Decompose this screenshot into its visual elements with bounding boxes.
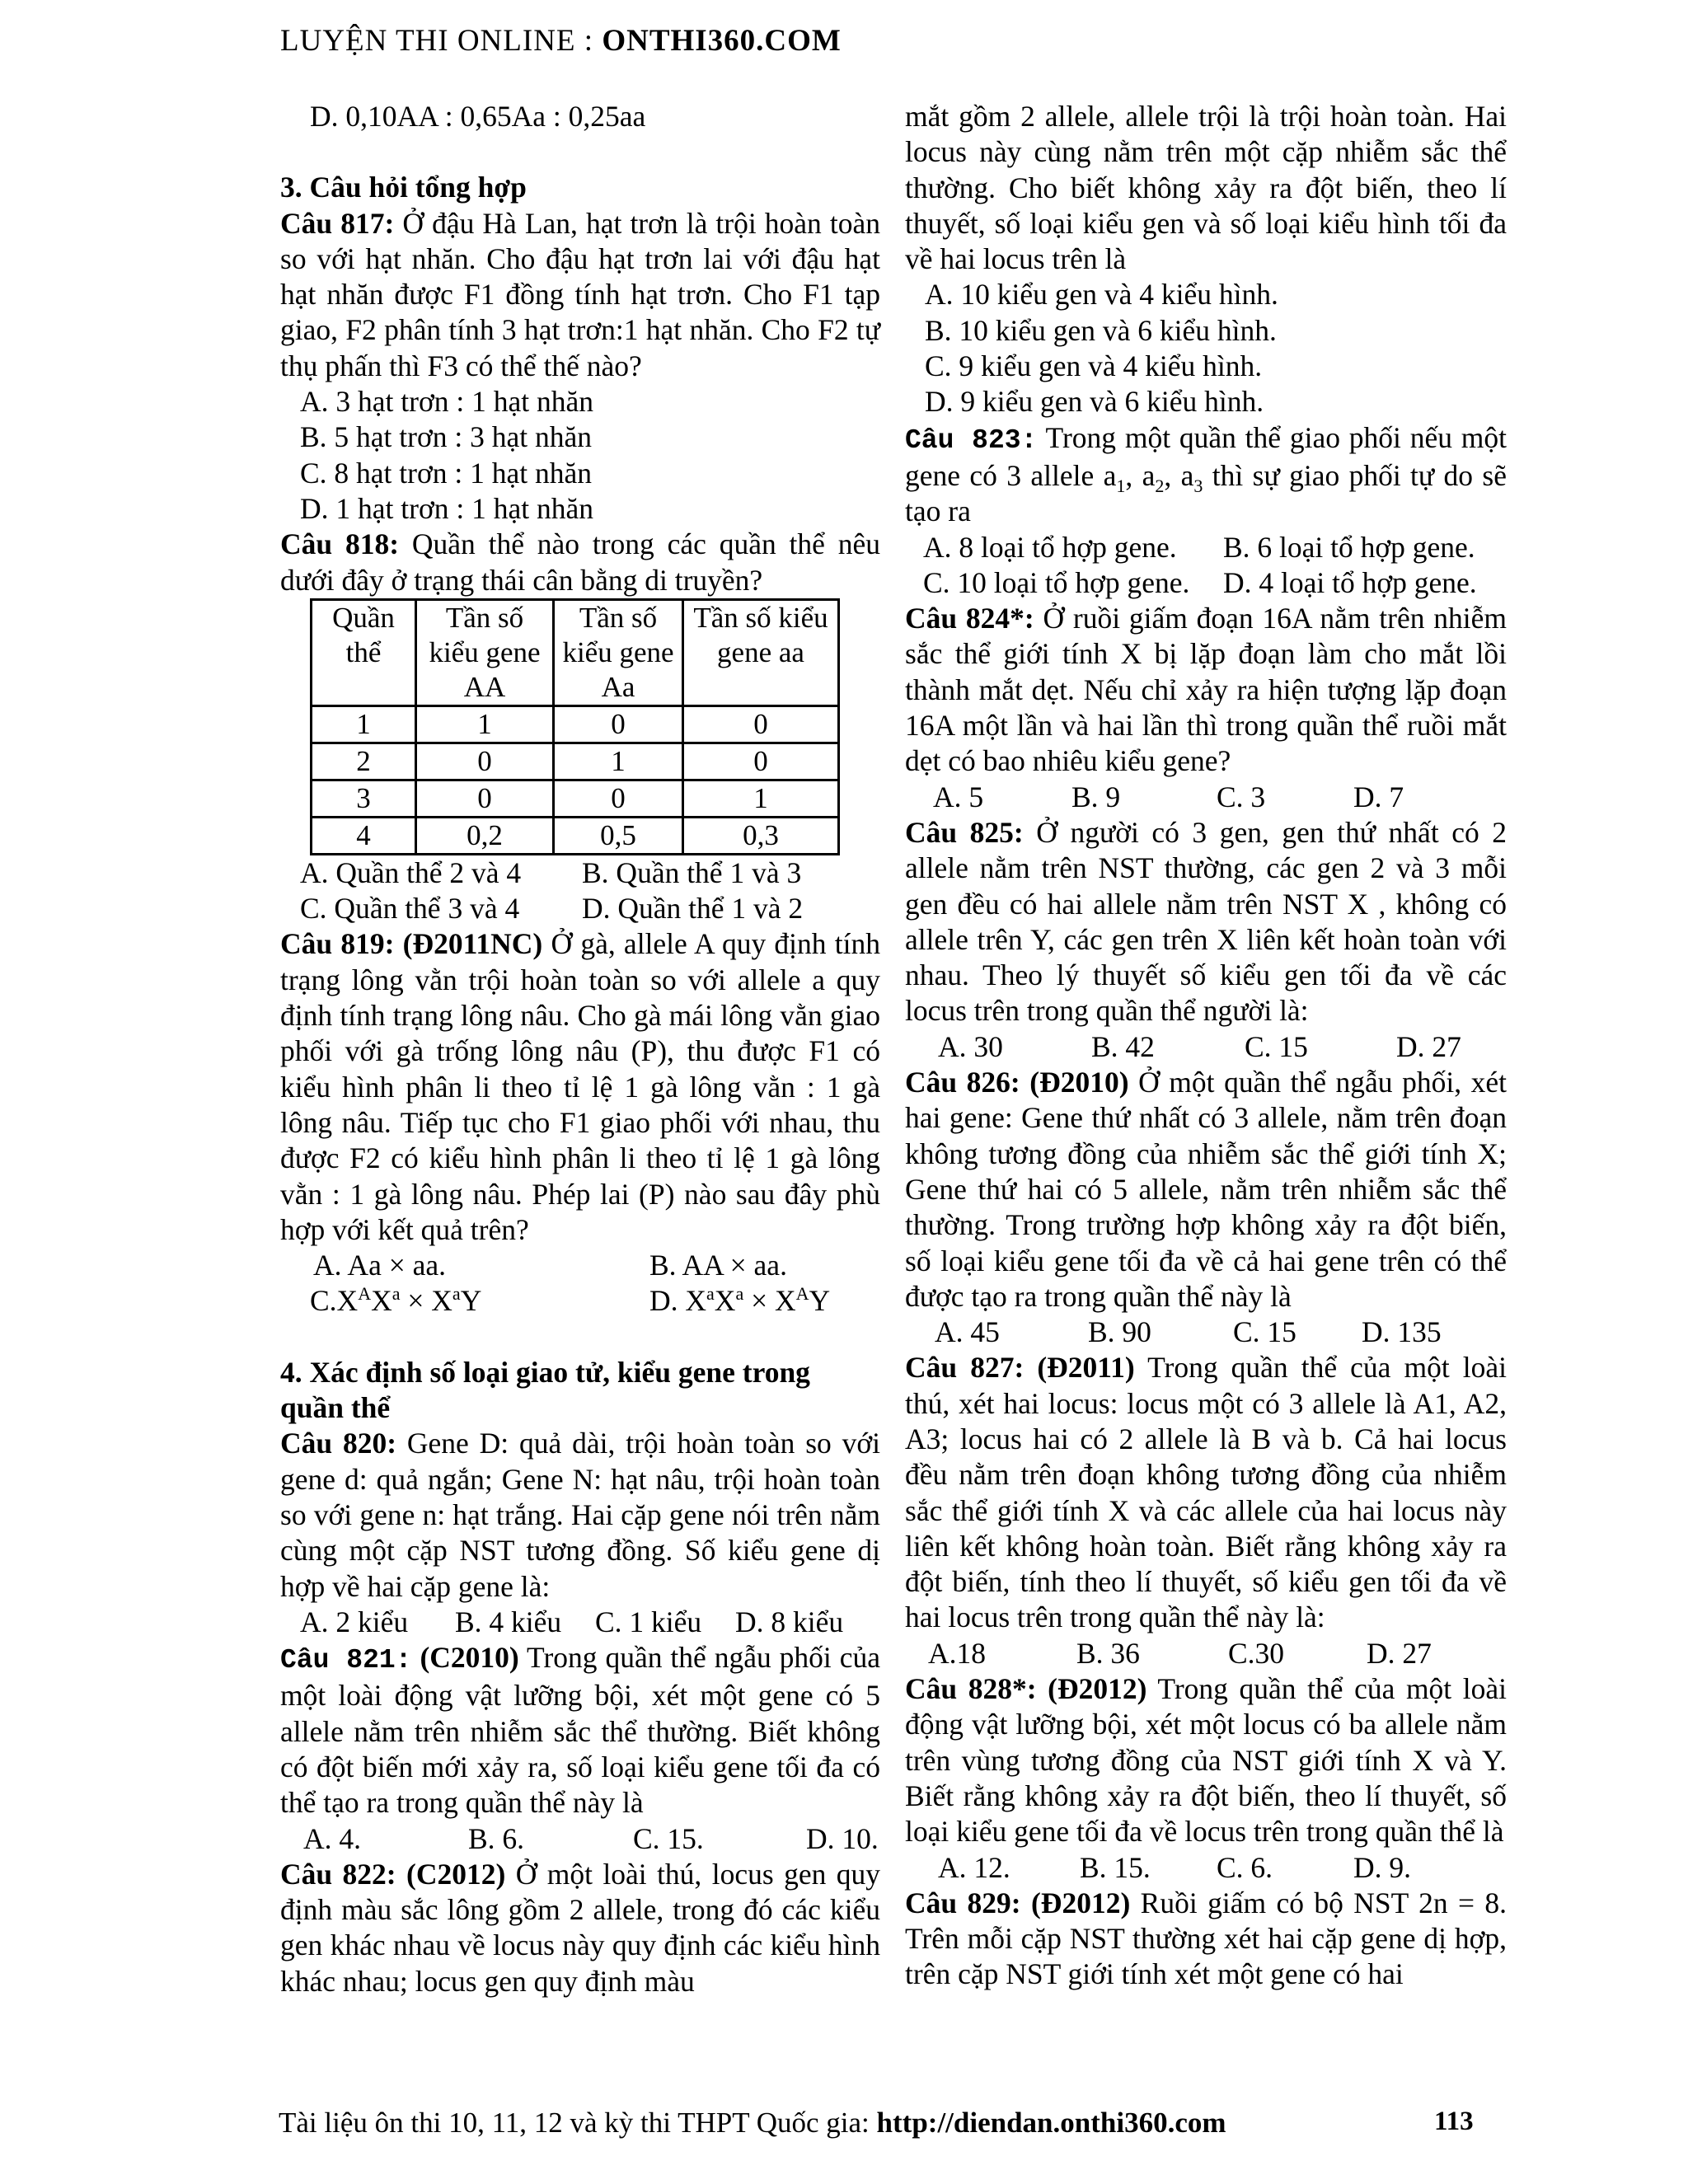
q827-option: A.18 bbox=[928, 1636, 987, 1670]
q825-option: D. 27 bbox=[1396, 1029, 1461, 1063]
q827-option: B. 36 bbox=[1076, 1636, 1140, 1670]
q823-option-c: C. 10 loại tổ hợp gene. bbox=[923, 565, 1190, 599]
table-header-cell: Quần thể bbox=[312, 599, 416, 705]
table-cell: 0 bbox=[416, 743, 554, 780]
q825-option: C. 15 bbox=[1245, 1029, 1308, 1063]
question-819 bbox=[280, 926, 880, 1248]
q824-option: C. 3 bbox=[1217, 780, 1266, 813]
q826-option: C. 15 bbox=[1233, 1315, 1296, 1349]
q829-label: Câu 829: (Đ2012) bbox=[905, 1886, 1131, 1919]
q828-options bbox=[905, 1850, 1507, 1886]
table-cell: 4 bbox=[312, 817, 416, 854]
table-row bbox=[312, 780, 839, 817]
q824-option: D. 7 bbox=[1353, 780, 1404, 813]
q827-options bbox=[905, 1636, 1507, 1671]
q826-text: Ở một quần thể ngẫu phối, xét hai gene: Gene thứ nhất có 3 allele, nằm trên đoạn không tương đồng của nhiễm sắc thể giới tính X; Gene thứ hai có 5 allele, nằm trên nhiễm sắc thể thường. Trong trường hợp không xảy ra đột biến, số loại kiểu gene tối đa về cả hai gene trên có thể được tạo ra trong quần thể này là bbox=[905, 1066, 1507, 1313]
q822-option-c: C. 9 kiểu gen và 4 kiểu hình. bbox=[925, 349, 1263, 383]
q828-option: B. 15. bbox=[1080, 1850, 1151, 1884]
q826-options bbox=[905, 1315, 1507, 1350]
q826-option: D. 135 bbox=[1362, 1315, 1442, 1349]
question-818 bbox=[280, 527, 880, 598]
q817-option-a: A. 3 hạt trơn : 1 hạt nhăn bbox=[300, 385, 593, 419]
question-826 bbox=[905, 1065, 1507, 1315]
q819-options-row2 bbox=[280, 1283, 880, 1319]
q820-options bbox=[280, 1605, 880, 1640]
q817-text: Ở đậu Hà Lan, hạt trơn là trội hoàn toàn so với hạt nhăn. Cho đậu hạt trơn lai với đậu hạt hạt nhăn được F1 đồng tính hạt trơn. Cho F1 tạp giao, F2 phân tính 3 hạt trơn:1 hạt nhăn. Cho F2 tự thụ phấn thì F3 có thể thế nào? bbox=[280, 206, 880, 382]
q819-label: Câu 819: (Đ2011NC) bbox=[280, 927, 543, 961]
q818-text: Quần thể nào trong các quần thể nêu dưới đây ở trạng thái cân bằng di truyền? bbox=[280, 527, 880, 597]
q824-options bbox=[905, 780, 1507, 815]
q824-text: Ở ruồi giấm đoạn 16A nằm trên nhiễm sắc thể giới tính X bị lặp đoạn làm cho mắt lồi thành mắt dẹt. Nếu chỉ xảy ra hiện tượng lặp đoạn 16A một lần và hai lần thì trong quần thể ruồi mắt dẹt có bao nhiêu kiểu gene? bbox=[905, 602, 1507, 778]
q825-option: A. 30 bbox=[938, 1029, 1003, 1063]
table-row bbox=[312, 743, 839, 780]
q818-options-row1 bbox=[280, 855, 880, 891]
q822-option-d: D. 9 kiểu gen và 6 kiểu hình. bbox=[925, 385, 1264, 419]
question-824 bbox=[905, 601, 1507, 779]
q823-option-b: B. 6 loại tổ hợp gene. bbox=[1223, 530, 1475, 564]
table-cell: 1 bbox=[554, 743, 683, 780]
question-821 bbox=[280, 1640, 880, 1821]
q823-option-d: D. 4 loại tổ hợp gene. bbox=[1223, 565, 1477, 599]
q820-option: A. 2 kiểu bbox=[300, 1605, 409, 1638]
q819-text: Ở gà, allele A quy định tính trạng lông vằn trội hoàn toàn so với allele a quy định tính trạng lông nâu. Cho gà mái lông vằn giao phối với gà trống lông nâu (P), thu được F1 có kiểu hình phân li theo tỉ lệ 1 gà lông vằn : 1 gà lông nâu. Tiếp tục cho F1 giao phối với nhau, thu được F2 có kiểu hình phân li theo tỉ lệ 1 gà lông vằn : 1 gà lông nâu. Phép lai (P) nào sau đây phù hợp với kết quả trên? bbox=[280, 927, 880, 1246]
q824-option: B. 9 bbox=[1071, 780, 1121, 813]
section-4-heading: 4. Xác định số loại giao tử, kiểu gene trong quần thể bbox=[280, 1355, 810, 1425]
q819-option-d: D. $X^aX^a \times X^AY$ bbox=[649, 1283, 831, 1318]
q818-label: Câu 818: bbox=[280, 527, 400, 561]
table-cell: 0,5 bbox=[554, 817, 683, 854]
q828-label: Câu 828*: (Đ2012) bbox=[905, 1672, 1147, 1706]
q823-text: Trong một quần thể giao phối nếu một gene có 3 allele a bbox=[905, 420, 1507, 492]
q823-text-end: thì sự giao phối tự do sẽ tạo ra bbox=[905, 458, 1507, 528]
q817-label: Câu 817: bbox=[280, 206, 395, 240]
q825-label: Câu 825: bbox=[905, 815, 1024, 849]
question-829 bbox=[905, 1886, 1507, 1993]
table-cell: 0 bbox=[416, 780, 554, 817]
q819-option-c: $C.X^AX^a \times X^aY$ bbox=[310, 1283, 482, 1318]
q821-options bbox=[280, 1821, 880, 1857]
table-row bbox=[312, 817, 839, 854]
q821-option: D. 10. bbox=[806, 1821, 879, 1855]
q821-option: B. 6. bbox=[468, 1821, 525, 1855]
q820-text: Gene D: quả dài, trội hoàn toàn so với gene d: quả ngắn; Gene N: hạt nâu, trội hoàn toàn so với gene n: hạt trắng. Hai cặp gene nói trên nằm cùng một cặp NST tương đồng. Số kiểu gene dị hợp về hai cặp gene là: bbox=[280, 1427, 881, 1603]
q820-option: D. 8 kiểu bbox=[735, 1605, 844, 1638]
table-cell: 1 bbox=[312, 705, 416, 743]
q824-option: A. 5 bbox=[933, 780, 984, 813]
q820-option: B. 4 kiểu bbox=[455, 1605, 562, 1638]
q818-option-d: D. Quần thể 1 và 2 bbox=[582, 892, 804, 926]
table-cell: 0 bbox=[554, 705, 683, 743]
q826-option: A. 45 bbox=[935, 1315, 1000, 1349]
q828-text: Trong quần thể của một loài động vật lưỡng bội, xét một locus có ba allele nằm trên vùng tương đồng của NST giới tính X và Y. Biết rằng không xảy ra đột biến, theo lí thuyết, số loại kiểu gene tối đa về locus trên trong quần thể là bbox=[905, 1672, 1507, 1849]
answer-line: D. 0,10AA : 0,65Aa : 0,25aa bbox=[310, 100, 646, 133]
q818-options-row2 bbox=[280, 891, 880, 926]
q821-text: Trong quần thể ngẫu phối của một loài động vật lưỡng bội, xét một gene có 5 allele nằm trên nhiễm sắc thể thường. Biết không có đột biến mới xảy ra, số loại kiểu gene tối đa có thể tạo ra trong quần thể này là bbox=[280, 1641, 880, 1820]
section-3-heading: 3. Câu hỏi tổng hợp bbox=[280, 171, 527, 204]
q828-option: D. 9. bbox=[1353, 1850, 1412, 1884]
q818-option-c: C. Quần thể 3 và 4 bbox=[300, 892, 520, 926]
q825-option: B. 42 bbox=[1091, 1029, 1155, 1063]
header-prefix: LUYỆN THI ONLINE : bbox=[280, 24, 603, 58]
q817-option-c: C. 8 hạt trơn : 1 hạt nhăn bbox=[300, 456, 592, 490]
table-cell: 0 bbox=[683, 743, 839, 780]
q823-label: Câu 823: bbox=[905, 424, 1038, 456]
table-row bbox=[312, 705, 839, 743]
question-823: Câu 823: Trong một quần thể giao phối nếu một gene có 3 allele $a_1$, $a_2$, $a_3$ thì sự giao phối tự do sẽ tạo ra bbox=[905, 420, 1507, 528]
q819-option-b: B. AA × aa. bbox=[649, 1249, 787, 1282]
table-header-cell: Tần số kiểu gene Aa bbox=[554, 599, 683, 705]
question-822 bbox=[280, 1857, 880, 1999]
table-cell: 0 bbox=[554, 780, 683, 817]
q829-text: Ruồi giấm có bộ NST 2n = 8. Trên mỗi cặp NST thường xét hai cặp gene dị hợp, trên cặp NST giới tính xét một gene có hai bbox=[905, 1886, 1507, 1991]
q823-options-row2 bbox=[905, 565, 1507, 601]
q827-option: C.30 bbox=[1228, 1636, 1285, 1670]
q822-option-b: B. 10 kiểu gen và 6 kiểu hình. bbox=[925, 313, 1277, 347]
q827-option: D. 27 bbox=[1367, 1636, 1432, 1670]
table-cell: 3 bbox=[312, 780, 416, 817]
question-827 bbox=[905, 1350, 1507, 1635]
q823-options-row1 bbox=[905, 530, 1507, 565]
q822-label: Câu 822: (C2012) bbox=[280, 1857, 506, 1891]
q821-option: C. 15. bbox=[633, 1821, 704, 1855]
genotype-table bbox=[310, 598, 840, 855]
q821-option: A. 4. bbox=[303, 1821, 362, 1855]
q818-option-a: A. Quần thể 2 và 4 bbox=[300, 855, 522, 889]
q824-label: Câu 824*: bbox=[905, 602, 1034, 635]
page-footer bbox=[279, 2107, 1226, 2139]
footer-text: Tài liệu ôn thi 10, 11, 12 và kỳ thi THPT Quốc gia: bbox=[279, 2107, 877, 2139]
q825-text: Ở người có 3 gen, gen thứ nhất có 2 allele nằm trên NST thường, các gen 2 và 3 mỗi gen đều có hai allele nằm trên NST X , không có allele trên Y, các gen trên X liên kết hoàn toàn với nhau. Theo lý thuyết số kiểu gen tối đa về các locus trên trong quần thể người là: bbox=[905, 815, 1507, 1028]
q822-continued: mắt gồm 2 allele, allele trội là trội hoàn toàn. Hai locus này cùng nằm trên một cặp nhiễm sắc thể thường. Cho biết không xảy ra đột biến, theo lí thuyết, số loại kiểu gen và số loại kiểu hình tối đa về hai locus trên là bbox=[905, 100, 1507, 276]
header-site: ONTHI360.COM bbox=[602, 24, 842, 58]
page-number: 113 bbox=[1434, 2107, 1474, 2136]
footer-link[interactable]: http://diendan.onthi360.com bbox=[876, 2107, 1226, 2139]
q817-option-d: D. 1 hạt trơn : 1 hạt nhăn bbox=[300, 491, 593, 525]
right-column bbox=[905, 99, 1507, 1993]
table-header-cell: Tần số kiểu gene aa bbox=[683, 599, 839, 705]
table-header-cell: Tần số kiểu gene AA bbox=[416, 599, 554, 705]
question-828 bbox=[905, 1671, 1507, 1849]
question-817 bbox=[280, 206, 880, 384]
q819-option-a: A. Aa × aa. bbox=[313, 1249, 446, 1282]
table-cell: 1 bbox=[416, 705, 554, 743]
q825-options bbox=[905, 1029, 1507, 1065]
q826-option: B. 90 bbox=[1088, 1315, 1151, 1349]
question-825 bbox=[905, 815, 1507, 1029]
q827-label: Câu 827: (Đ2011) bbox=[905, 1351, 1135, 1385]
q822-option-a: A. 10 kiểu gen và 4 kiểu hình. bbox=[925, 278, 1278, 312]
q823-option-a: A. 8 loại tổ hợp gene. bbox=[923, 530, 1177, 564]
table-cell: 0,3 bbox=[683, 817, 839, 854]
table-cell: 0,2 bbox=[416, 817, 554, 854]
q820-label: Câu 820: bbox=[280, 1427, 397, 1460]
q828-option: A. 12. bbox=[938, 1850, 1010, 1884]
q828-option: C. 6. bbox=[1217, 1850, 1273, 1884]
q821-label: Câu 821: bbox=[280, 1645, 412, 1676]
table-cell: 2 bbox=[312, 743, 416, 780]
q822-text: Ở một loài thú, locus gen quy định màu sắc lông gồm 2 allele, trong đó các kiểu gen khác nhau về locus này quy định các kiểu hình khác nhau; locus gen quy định màu bbox=[280, 1857, 880, 1998]
question-820 bbox=[280, 1426, 880, 1604]
q820-option: C. 1 kiểu bbox=[595, 1605, 702, 1638]
q827-text: Trong quần thể của một loài thú, xét hai locus: locus một có 3 allele là A1, A2, A3; locus hai có 2 allele là B và b. Cả hai locus đều nằm trên đoạn không tương đồng của nhiễm sắc thể giới tính X và các allele của hai locus này liên kết không hoàn toàn. Biết rằng không xảy ra đột biến, tính theo lí thuyết, số kiểu gen tối đa về hai locus trên trong quần thể này là: bbox=[905, 1351, 1507, 1634]
page-header bbox=[280, 23, 842, 59]
q817-option-b: B. 5 hạt trơn : 3 hạt nhăn bbox=[300, 420, 592, 454]
table-cell: 1 bbox=[683, 780, 839, 817]
table-cell: 0 bbox=[683, 705, 839, 743]
q821-tag: (C2010) bbox=[411, 1641, 519, 1675]
left-column bbox=[280, 99, 880, 1999]
q819-options-row1 bbox=[280, 1248, 880, 1283]
q818-option-b: B. Quần thể 1 và 3 bbox=[582, 855, 802, 889]
q826-label: Câu 826: (Đ2010) bbox=[905, 1066, 1129, 1099]
table-header-row bbox=[312, 599, 839, 705]
